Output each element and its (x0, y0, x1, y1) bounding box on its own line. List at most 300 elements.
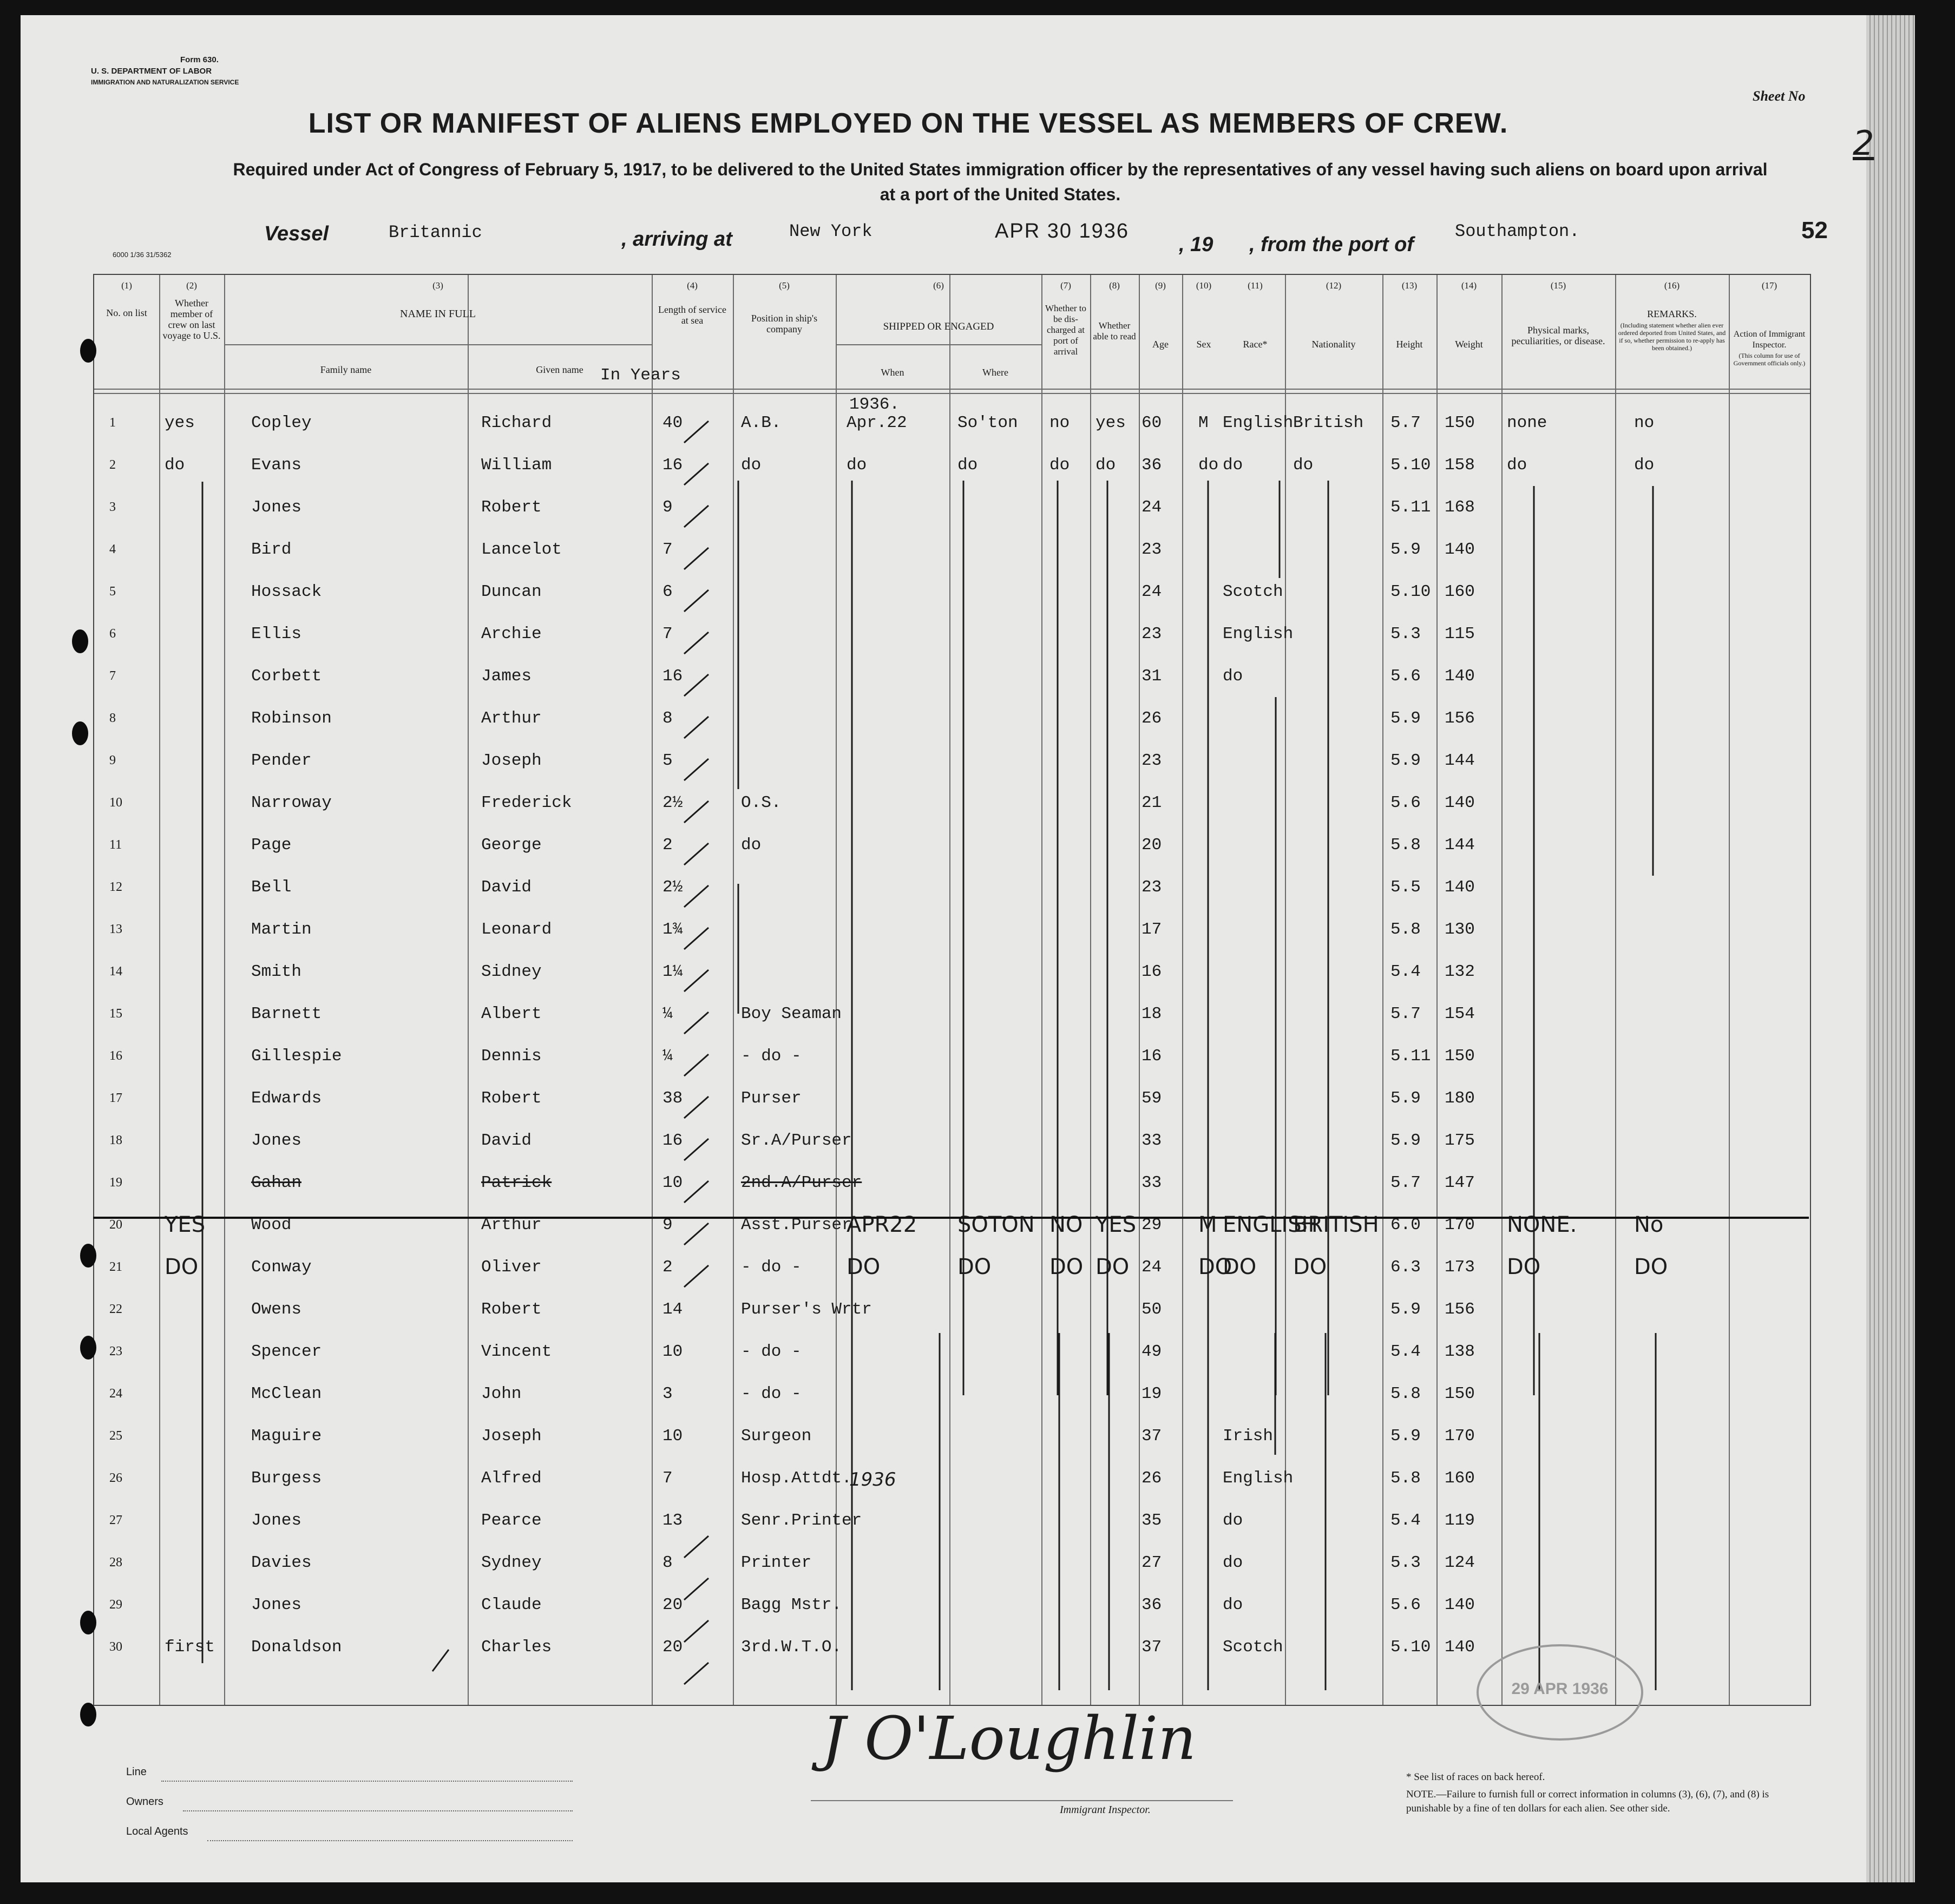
age-cell: 20 (1141, 836, 1162, 855)
column-header-inspector-action: Action of Immigrant Inspector. (1733, 330, 1806, 350)
column-header-service: Length of service at sea (658, 304, 726, 326)
given-name-cell: Robert (481, 1089, 542, 1108)
age-cell: 33 (1141, 1173, 1162, 1192)
shipped-where-cell: So'ton (957, 413, 1018, 432)
service-years-cell: 7 (662, 1469, 673, 1488)
height-cell: 5.8 (1390, 836, 1421, 855)
race-cell: do (1223, 456, 1243, 475)
age-cell: 18 (1141, 1004, 1162, 1023)
able-to-read-cell: DO (1095, 1255, 1130, 1279)
given-name-cell: Patrick (481, 1173, 552, 1192)
age-cell: 26 (1141, 709, 1162, 728)
family-name-cell: Conway (251, 1258, 312, 1277)
age-cell: 33 (1141, 1131, 1162, 1150)
age-cell: 31 (1141, 667, 1162, 686)
age-cell: 24 (1141, 498, 1162, 517)
shipped-where-cell: do (957, 456, 978, 475)
service-name: IMMIGRATION AND NATURALIZATION SERVICE (91, 78, 239, 86)
signature-rule (811, 1800, 1233, 1801)
height-cell: 5.7 (1390, 413, 1421, 432)
column-num-16: (16) (1664, 280, 1680, 291)
height-cell: 5.5 (1390, 878, 1421, 897)
column-num-5: (5) (779, 280, 790, 291)
given-name-cell: Claude (481, 1596, 542, 1614)
receipt-stamp-date: 29 APR 1936 (1511, 1680, 1609, 1698)
race-cell: DO (1223, 1255, 1257, 1279)
weight-cell: 140 (1445, 878, 1475, 897)
age-cell: 24 (1141, 1258, 1162, 1277)
family-name-cell: Ellis (251, 625, 302, 644)
age-cell: 49 (1141, 1342, 1162, 1361)
column-header-age: Age (1152, 339, 1169, 350)
row-number-cell: 1 (109, 416, 116, 430)
shipped-when-cell: APR22 (847, 1212, 917, 1237)
service-years-cell: 8 (662, 709, 673, 728)
sex-cell: DO (1198, 1255, 1232, 1279)
height-cell: 5.4 (1390, 962, 1421, 981)
physical-marks-cell: DO (1507, 1255, 1541, 1279)
vessel-name: Britannic (389, 222, 482, 242)
row-number-cell: 19 (109, 1176, 122, 1190)
given-name-cell: Arthur (481, 709, 542, 728)
weight-cell: 124 (1445, 1553, 1475, 1572)
position-cell: Purser (741, 1089, 802, 1108)
column-header-race: Race* (1243, 339, 1268, 350)
race-cell: do (1223, 1596, 1243, 1614)
column-header-shipped: SHIPPED OR ENGAGED (883, 321, 994, 332)
service-years-cell: ¼ (662, 1047, 673, 1066)
given-name-cell: Charles (481, 1638, 552, 1657)
weight-cell: 144 (1445, 836, 1475, 855)
arrival-port: New York (789, 221, 872, 241)
punch-hole (72, 721, 88, 745)
requirement-statement: Required under Act of Congress of February 5, 1917, to be delivered to the United States immigration officer by the representatives of any vessel having such aliens on board upon arrival at a port of the United States. (233, 160, 1768, 204)
height-cell: 5.7 (1390, 1173, 1421, 1192)
service-years-cell: 9 (662, 1216, 673, 1235)
sheet-label: Sheet No (1753, 88, 1806, 104)
family-name-cell: Evans (251, 456, 302, 475)
page-number: 52 (1801, 217, 1828, 244)
column-header-where: Where (982, 367, 1008, 378)
height-cell: 5.9 (1390, 1427, 1421, 1446)
local-agents-label: Local Agents (126, 1826, 188, 1837)
race-cell: do (1223, 1511, 1243, 1530)
punch-hole (80, 1336, 96, 1360)
service-years-cell: 2½ (662, 793, 683, 812)
owners-label: Owners (126, 1796, 163, 1808)
service-years-cell: 3 (662, 1384, 673, 1403)
age-cell: 19 (1141, 1384, 1162, 1403)
column-num-13: (13) (1401, 280, 1418, 291)
shipped-year-handwritten: 1936 (849, 1469, 896, 1491)
race-cell: English (1223, 413, 1294, 432)
row-number-cell: 13 (109, 922, 122, 936)
column-header-read: Whether able to read (1093, 320, 1136, 342)
family-name-cell: Page (251, 836, 292, 855)
family-name-cell: Maguire (251, 1427, 322, 1446)
row-number-cell: 20 (109, 1218, 122, 1232)
family-name-cell: Martin (251, 920, 312, 939)
column-num-8: (8) (1109, 280, 1120, 291)
punch-hole (72, 629, 88, 653)
row-number-cell: 17 (109, 1091, 122, 1105)
service-years-cell: 10 (662, 1173, 683, 1192)
physical-marks-cell: NONE. (1507, 1212, 1577, 1237)
height-cell: 5.9 (1390, 751, 1421, 770)
family-name-cell: Spencer (251, 1342, 322, 1361)
prior-voyage-cell: do (165, 456, 185, 475)
weight-cell: 140 (1445, 1638, 1475, 1657)
department-name: U. S. DEPARTMENT OF LABOR (91, 67, 212, 76)
from-port-label: , from the port of (1249, 233, 1414, 256)
row-number-cell: 22 (109, 1302, 122, 1316)
row-number-cell: 30 (109, 1640, 122, 1654)
weight-cell: 168 (1445, 498, 1475, 517)
column-num-3: (3) (432, 280, 443, 291)
family-name-cell: Smith (251, 962, 302, 981)
punch-hole (80, 1611, 96, 1634)
weight-cell: 140 (1445, 540, 1475, 559)
given-name-cell: Leonard (481, 920, 552, 939)
race-cell: Scotch (1223, 582, 1283, 601)
family-name-cell: Davies (251, 1553, 312, 1572)
prior-voyage-cell: first (165, 1638, 215, 1657)
service-years-cell: 20 (662, 1638, 683, 1657)
manifest-table (93, 274, 1811, 1706)
discharged-cell: DO (1049, 1255, 1084, 1279)
row-number-cell: 28 (109, 1555, 122, 1570)
nationality-cell: British (1293, 413, 1364, 432)
column-num-9: (9) (1155, 280, 1166, 291)
column-header-family-name: Family name (320, 364, 372, 375)
given-name-cell: Sidney (481, 962, 542, 981)
agents-rule (207, 1840, 573, 1841)
column-header-weight: Weight (1455, 339, 1483, 350)
family-name-cell: Donaldson (251, 1638, 342, 1657)
family-name-cell: Hossack (251, 582, 322, 601)
inspector-column-note: (This column for use of Government officials only.) (1733, 352, 1806, 367)
age-cell: 35 (1141, 1511, 1162, 1530)
row-number-cell: 11 (109, 838, 122, 852)
remarks-cell: do (1634, 456, 1655, 475)
height-cell: 5.6 (1390, 1596, 1421, 1614)
race-cell: Irish (1223, 1427, 1274, 1446)
family-name-cell: Jones (251, 1596, 302, 1614)
penalty-note: NOTE.—Failure to furnish full or correct information in columns (3), (6), (7), and (8) is punishable by a fine of ten dollars for each alien. See other side. (1406, 1789, 1769, 1814)
family-name-cell: Wood (251, 1216, 292, 1235)
family-name-cell: Gahan (251, 1173, 302, 1192)
weight-cell: 154 (1445, 1004, 1475, 1023)
position-cell: do (741, 836, 762, 855)
departure-port: Southampton. (1455, 221, 1580, 241)
shipped-where-cell: DO (957, 1255, 992, 1279)
physical-marks-cell: none (1507, 413, 1547, 432)
weight-cell: 132 (1445, 962, 1475, 981)
weight-cell: 130 (1445, 920, 1475, 939)
receipt-stamp (1477, 1644, 1643, 1741)
family-name-cell: Robinson (251, 709, 332, 728)
row-number-cell: 9 (109, 753, 116, 767)
position-cell: Printer (741, 1553, 812, 1572)
nationality-cell: DO (1293, 1255, 1327, 1279)
column-num-12: (12) (1326, 280, 1342, 291)
height-cell: 6.3 (1390, 1258, 1421, 1277)
column-num-7: (7) (1060, 280, 1071, 291)
weight-cell: 160 (1445, 1469, 1475, 1488)
print-code: 6000 1/36 31/5362 (113, 251, 172, 259)
weight-cell: 150 (1445, 1047, 1475, 1066)
family-name-cell: Burgess (251, 1469, 322, 1488)
weight-cell: 175 (1445, 1131, 1475, 1150)
height-cell: 5.9 (1390, 540, 1421, 559)
service-years-cell: 5 (662, 751, 673, 770)
position-cell: Boy Seaman (741, 1004, 842, 1023)
service-years-cell: 40 (662, 413, 683, 432)
age-cell: 37 (1141, 1427, 1162, 1446)
family-name-cell: Gillespie (251, 1047, 342, 1066)
shipped-year: 1936. (849, 395, 900, 414)
manifest-sheet (21, 15, 1915, 1882)
weight-cell: 160 (1445, 582, 1475, 601)
family-name-cell: McClean (251, 1384, 322, 1403)
column-header-when: When (881, 367, 904, 378)
height-cell: 5.10 (1390, 456, 1431, 475)
given-name-cell: Archie (481, 625, 542, 644)
race-cell: do (1223, 1553, 1243, 1572)
service-years-cell: 1¼ (662, 962, 683, 981)
punch-hole (80, 339, 96, 363)
given-name-cell: Richard (481, 413, 552, 432)
service-years-cell: 16 (662, 456, 683, 475)
height-cell: 5.6 (1390, 667, 1421, 686)
height-cell: 5.3 (1390, 625, 1421, 644)
age-cell: 29 (1141, 1216, 1162, 1235)
family-name-cell: Corbett (251, 667, 322, 686)
punch-hole (80, 1703, 96, 1726)
row-number-cell: 27 (109, 1513, 122, 1527)
weight-cell: 156 (1445, 1300, 1475, 1319)
arriving-label: , arriving at (621, 228, 732, 251)
document-title: LIST OR MANIFEST OF ALIENS EMPLOYED ON THE VESSEL AS MEMBERS OF CREW. (308, 108, 1508, 139)
position-cell: 2nd.A/Purser (741, 1173, 862, 1192)
race-cell: do (1223, 667, 1243, 686)
position-cell: - do - (741, 1342, 802, 1361)
age-cell: 37 (1141, 1638, 1162, 1657)
height-cell: 5.9 (1390, 1089, 1421, 1108)
nationality-cell: BRITISH (1293, 1212, 1379, 1237)
family-name-cell: Edwards (251, 1089, 322, 1108)
column-header-physical-marks: Physical marks, peculiarities, or disease. (1511, 325, 1605, 346)
service-years-cell: 6 (662, 582, 673, 601)
column-num-11: (11) (1248, 280, 1263, 291)
position-cell: - do - (741, 1258, 802, 1277)
given-name-cell: Alfred (481, 1469, 542, 1488)
weight-cell: 144 (1445, 751, 1475, 770)
able-to-read-cell: do (1095, 456, 1116, 475)
height-cell: 5.9 (1390, 709, 1421, 728)
line-label: Line (126, 1766, 147, 1778)
given-name-cell: Pearce (481, 1511, 542, 1530)
sex-cell: M (1198, 413, 1209, 432)
vessel-label: Vessel (264, 222, 329, 245)
column-header-no: No. on list (106, 307, 147, 318)
height-cell: 5.10 (1390, 1638, 1431, 1657)
position-cell: 3rd.W.T.O. (741, 1638, 842, 1657)
row-number-cell: 4 (109, 542, 116, 556)
race-cell: English (1223, 1469, 1294, 1488)
column-header-prior-voyage: Whether member of crew on last voyage to U.S. (162, 298, 221, 341)
age-cell: 16 (1141, 962, 1162, 981)
service-years-cell: 10 (662, 1427, 683, 1446)
given-name-cell: David (481, 878, 532, 897)
arrival-date-stamp: APR 30 1936 (995, 220, 1130, 242)
height-cell: 5.11 (1390, 498, 1431, 517)
height-cell: 5.11 (1390, 1047, 1431, 1066)
service-years-cell: 1¾ (662, 920, 683, 939)
column-header-position: Position in ship's company (751, 313, 818, 334)
ditto-marks (94, 275, 1810, 1705)
family-name-cell: Pender (251, 751, 312, 770)
races-note: * See list of races on back hereof. (1406, 1771, 1545, 1783)
row-number-cell: 16 (109, 1049, 122, 1063)
weight-cell: 119 (1445, 1511, 1475, 1530)
service-years-cell: 7 (662, 625, 673, 644)
weight-cell: 150 (1445, 413, 1475, 432)
position-cell: do (741, 456, 762, 475)
age-cell: 23 (1141, 540, 1162, 559)
column-num-14: (14) (1461, 280, 1477, 291)
weight-cell: 180 (1445, 1089, 1475, 1108)
given-name-cell: Arthur (481, 1216, 542, 1235)
shipped-when-cell: Apr.22 (847, 413, 907, 432)
service-years-cell: 7 (662, 540, 673, 559)
form-header-block (91, 54, 239, 88)
prior-voyage-cell: YES (165, 1212, 206, 1237)
family-name-cell: Jones (251, 498, 302, 517)
weight-cell: 140 (1445, 1596, 1475, 1614)
age-cell: 50 (1141, 1300, 1162, 1319)
remarks-instructions: (Including statement whether alien ever ordered deported from United States, and if so, whether permission to re-apply has been obtained.) (1618, 321, 1726, 352)
weight-cell: 115 (1445, 625, 1475, 644)
height-cell: 6.0 (1390, 1216, 1421, 1235)
weight-cell: 140 (1445, 667, 1475, 686)
service-years-cell: 9 (662, 498, 673, 517)
service-years-cell: 8 (662, 1553, 673, 1572)
age-cell: 59 (1141, 1089, 1162, 1108)
position-cell: O.S. (741, 793, 782, 812)
row-number-cell: 24 (109, 1387, 122, 1401)
age-cell: 26 (1141, 1469, 1162, 1488)
given-name-cell: Vincent (481, 1342, 552, 1361)
race-cell: ENGLISH (1223, 1212, 1318, 1237)
weight-cell: 170 (1445, 1427, 1475, 1446)
age-cell: 24 (1141, 582, 1162, 601)
given-name-cell: Joseph (481, 1427, 542, 1446)
position-cell: - do - (741, 1047, 802, 1066)
prior-voyage-cell: DO (165, 1255, 199, 1279)
column-header-given-name: Given name (536, 364, 583, 375)
age-cell: 17 (1141, 920, 1162, 939)
given-name-cell: John (481, 1384, 522, 1403)
position-cell: Bagg Mstr. (741, 1596, 842, 1614)
sheet-number: 2 (1853, 123, 1874, 163)
prior-voyage-cell: yes (165, 413, 195, 432)
height-cell: 5.8 (1390, 1384, 1421, 1403)
height-cell: 5.10 (1390, 582, 1431, 601)
weight-cell: 173 (1445, 1258, 1475, 1277)
row-number-cell: 25 (109, 1429, 122, 1443)
given-name-cell: Robert (481, 498, 542, 517)
column-header-sex: Sex (1196, 339, 1211, 350)
shipped-where-cell: SOTON (957, 1212, 1035, 1237)
height-cell: 5.9 (1390, 1131, 1421, 1150)
age-cell: 21 (1141, 793, 1162, 812)
age-cell: 23 (1141, 878, 1162, 897)
height-cell: 5.8 (1390, 1469, 1421, 1488)
column-num-4: (4) (687, 280, 698, 291)
age-cell: 36 (1141, 1596, 1162, 1614)
family-name-cell: Jones (251, 1511, 302, 1530)
discharged-cell: no (1049, 413, 1070, 432)
column-num-2: (2) (186, 280, 197, 291)
height-cell: 5.3 (1390, 1553, 1421, 1572)
family-name-cell: Jones (251, 1131, 302, 1150)
age-cell: 27 (1141, 1553, 1162, 1572)
owners-rule (183, 1810, 573, 1811)
given-name-cell: Joseph (481, 751, 542, 770)
given-name-cell: Robert (481, 1300, 542, 1319)
given-name-cell: James (481, 667, 532, 686)
weight-cell: 140 (1445, 793, 1475, 812)
remarks-cell: DO (1634, 1255, 1668, 1279)
row-number-cell: 21 (109, 1260, 122, 1274)
height-cell: 5.6 (1390, 793, 1421, 812)
service-units: In Years (600, 366, 681, 385)
given-name-cell: George (481, 836, 542, 855)
punch-hole (80, 1244, 96, 1268)
race-cell: English (1223, 625, 1294, 644)
given-name-cell: Sydney (481, 1553, 542, 1572)
row-number-cell: 10 (109, 796, 122, 810)
race-cell: Scotch (1223, 1638, 1283, 1657)
service-years-cell: 16 (662, 1131, 683, 1150)
position-cell: A.B. (741, 413, 782, 432)
family-name-cell: Owens (251, 1300, 302, 1319)
given-name-cell: Dennis (481, 1047, 542, 1066)
discharged-cell: NO (1049, 1212, 1083, 1237)
nationality-cell: do (1293, 456, 1314, 475)
remarks-cell: No (1634, 1212, 1664, 1237)
service-years-cell: 16 (662, 667, 683, 686)
column-header-name: NAME IN FULL (400, 308, 476, 320)
column-header-remarks: REMARKS. (1647, 308, 1697, 319)
family-name-cell: Copley (251, 413, 312, 432)
physical-marks-cell: do (1507, 456, 1527, 475)
service-years-cell: 13 (662, 1511, 683, 1530)
column-header-discharged: Whether to be dis-charged at port of arrival (1045, 303, 1086, 357)
row-number-cell: 5 (109, 585, 116, 599)
age-cell: 36 (1141, 456, 1162, 475)
column-header-nationality: Nationality (1311, 339, 1356, 350)
weight-cell: 158 (1445, 456, 1475, 475)
row-number-cell: 29 (109, 1598, 122, 1612)
family-name-cell: Narroway (251, 793, 332, 812)
position-cell: Hosp.Attdt. (741, 1469, 852, 1488)
given-name-cell: David (481, 1131, 532, 1150)
weight-cell: 147 (1445, 1173, 1475, 1192)
row-number-cell: 15 (109, 1007, 122, 1021)
service-years-cell: ¼ (662, 1004, 673, 1023)
